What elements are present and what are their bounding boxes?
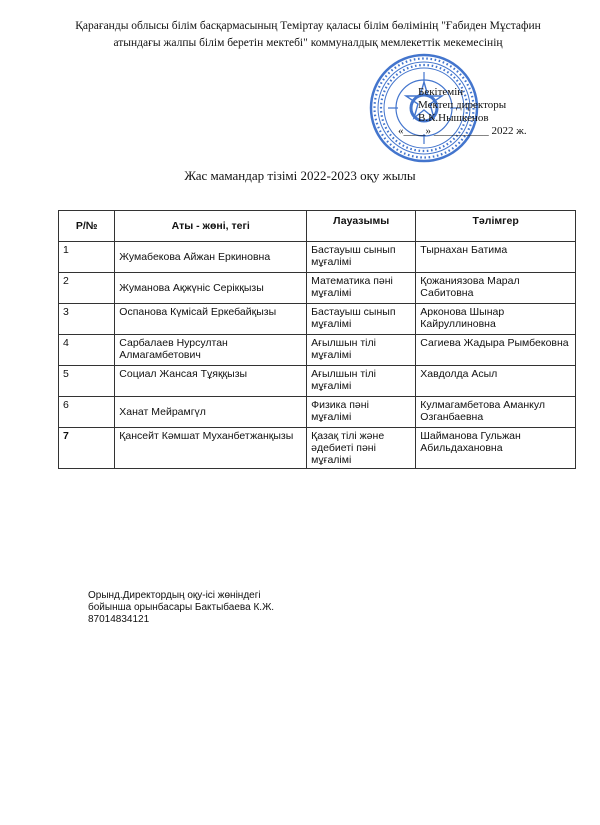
- young-specialists-table: [58, 210, 576, 469]
- table-header-row: [59, 211, 576, 242]
- executor-phone: 87014834121: [88, 614, 150, 625]
- row-number: 7: [59, 428, 115, 469]
- row-number: 2: [59, 273, 115, 304]
- row-position: Қазақ тілі және әдебиеті пәні мұғалімі: [307, 428, 416, 469]
- row-name: Жуманова Ақжүніс Серікқызы: [115, 273, 307, 304]
- header-line-2: атындағы жалпы білім беретін мектебі" коммуналдық мемлекеттік мекемесінің: [113, 37, 503, 49]
- approval-role: Мектеп директоры: [418, 99, 507, 111]
- executor-line-1: Орынд.Директордың оқу-ісі жөніндегі: [88, 590, 261, 601]
- row-mentor: Хавдолда Асыл: [416, 366, 576, 397]
- row-position: Физика пәні мұғалімі: [307, 397, 416, 428]
- executor-line-2: бойынша орынбасары Бактыбаева К.Ж.: [88, 602, 275, 613]
- row-name: Жумабекова Айжан Еркиновна: [115, 242, 307, 273]
- row-number: 6: [59, 397, 115, 428]
- executor-note: [88, 590, 274, 626]
- row-mentor: Тырнахан Батима: [416, 242, 576, 273]
- row-position: Бастауыш сынып мұғалімі: [307, 242, 416, 273]
- row-name: Оспанова Күмісай Еркебайқызы: [115, 304, 307, 335]
- table-row: [59, 304, 576, 335]
- table-row: [59, 335, 576, 366]
- row-position: Бастауыш сынып мұғалімі: [307, 304, 416, 335]
- table-row: [59, 273, 576, 304]
- row-mentor: Арконова Шынар Кайруллиновна: [416, 304, 576, 335]
- row-position: Ағылшын тілі мұғалімі: [307, 335, 416, 366]
- approval-block: [398, 86, 588, 138]
- row-name: Сарбалаев Нурсултан Алмагамбетович: [115, 335, 307, 366]
- approval-title: Бекітемін: [418, 86, 464, 98]
- document-title: Жас мамандар тізімі 2022-2023 оқу жылы: [184, 168, 416, 183]
- table-row: [59, 242, 576, 273]
- table-row: [59, 428, 576, 469]
- row-name: Ханат Мейрамгүл: [115, 397, 307, 428]
- row-mentor: Шайманова Гульжан Абильдахановна: [416, 428, 576, 469]
- approval-date: «____» __________ 2022 ж.: [398, 125, 527, 137]
- header-position: Лауазымы: [307, 211, 416, 242]
- document-header: [40, 18, 576, 52]
- row-position: Ағылшын тілі мұғалімі: [307, 366, 416, 397]
- header-line-1: Қарағанды облысы білім басқармасының Теміртау қаласы білім бөлімінің "Ғабиден Мұстафин: [75, 20, 541, 32]
- row-position: Математика пәні мұғалімі: [307, 273, 416, 304]
- table-row: [59, 397, 576, 428]
- header-number: Р/№: [59, 211, 115, 242]
- header-full-name: Аты - жөні, тегі: [115, 211, 307, 242]
- row-name: Қансейт Кәмшат Муханбетжанқызы: [115, 428, 307, 469]
- row-mentor: Сагиева Жадыра Рымбековна: [416, 335, 576, 366]
- row-mentor: Кулмагамбетова Аманкул Озганбаевна: [416, 397, 576, 428]
- row-number: 3: [59, 304, 115, 335]
- row-mentor: Қожаниязова Марал Сабитовна: [416, 273, 576, 304]
- row-number: 1: [59, 242, 115, 273]
- row-number: 5: [59, 366, 115, 397]
- approval-signer: В.К.Нышкенов: [418, 112, 489, 124]
- row-name: Социал Жансая Тұяққызы: [115, 366, 307, 397]
- row-number: 4: [59, 335, 115, 366]
- table-row: [59, 366, 576, 397]
- header-mentor: Тәлімгер: [416, 211, 576, 242]
